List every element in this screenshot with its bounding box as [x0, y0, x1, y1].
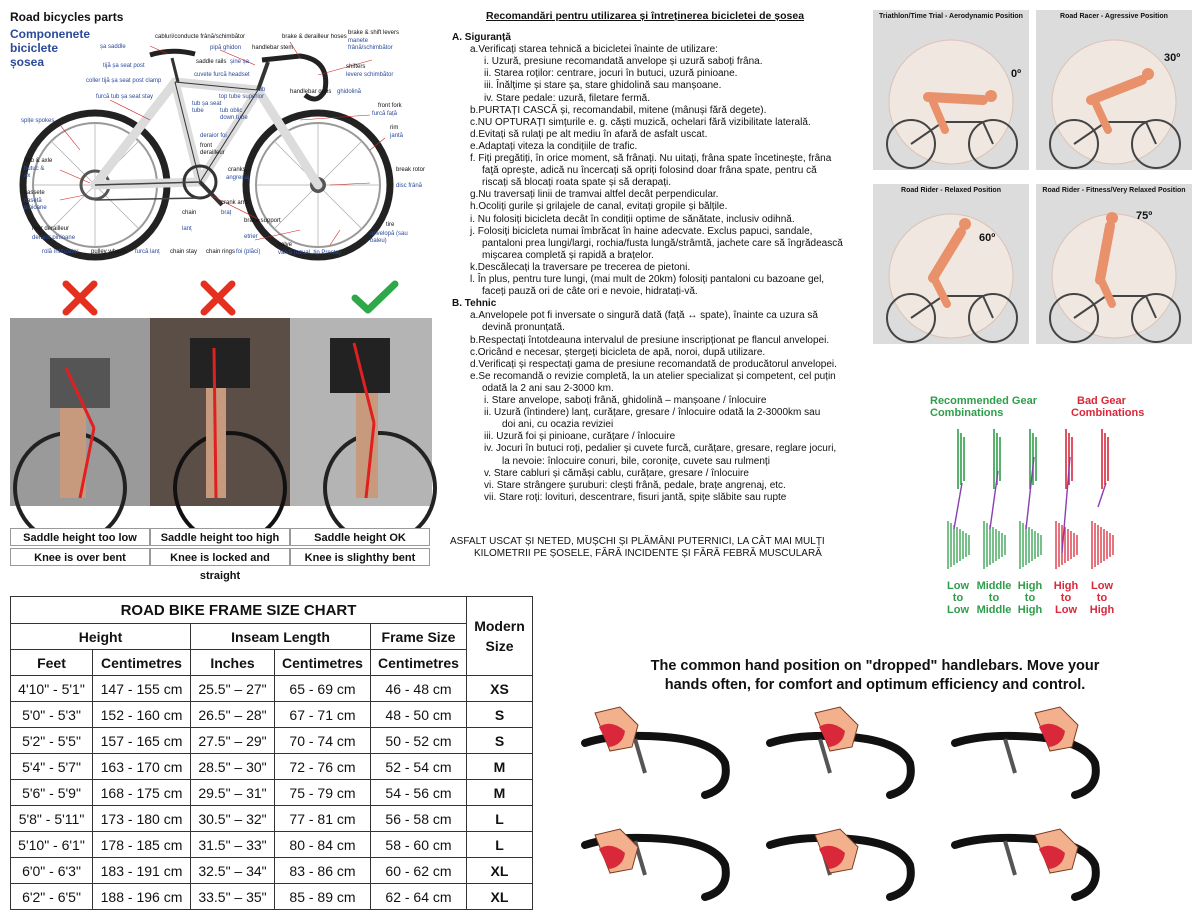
recommendation-line: faţă oprește, adică nu încercați să opriți folosind doar frâna spate, pentru că: [482, 165, 817, 177]
bike-label: deraior foi: [200, 133, 227, 139]
bike-label: braț: [221, 210, 232, 216]
recommendation-line: d.Evitați să rulați pe alt mediu în afară de asfalt uscat.: [470, 128, 708, 140]
position-angle: 75º: [1136, 210, 1153, 222]
recommendation-line: vi. Stare strângere șuruburi: clești frână, pedale, brațe angrenaj, etc.: [484, 479, 786, 491]
modern-size-cell: M: [467, 780, 533, 806]
modern-size-cell: XS: [467, 676, 533, 702]
recommendation-line: h.Ocoliți gurile și grilajele de canal, evitați gropile și bălțile.: [470, 201, 728, 213]
gear-combinations: [925, 393, 1145, 620]
bike-label: angrenaj: [226, 175, 250, 181]
bike-diagram-subtitle: Componenete biciclete șosea: [10, 27, 91, 69]
bike-label: valvă (uzual, tip Presta): [278, 250, 341, 256]
saddle-caption-knee: Knee is over bent: [10, 548, 150, 566]
recommendation-line: j. Folosiți bicicleta numai îmbrăcat în haine adecvate. Exclus papuci, sandale,: [470, 225, 813, 237]
gear-combo-label: Middle: [976, 604, 1012, 616]
header-height: Height: [11, 624, 191, 650]
position-title: Triathlon/Time Trial - Aerodynamic Position: [879, 13, 1023, 20]
table-cell: 5'10" - 6'1": [11, 832, 93, 858]
table-cell: 48 - 50 cm: [371, 702, 467, 728]
hand-positions: [560, 655, 1190, 915]
bike-label: handlebar stem: [252, 45, 294, 51]
recommendation-line: k.Descălecați la traversare pe trecerea de pietoni.: [470, 261, 691, 273]
bike-label: crank arm: [221, 200, 248, 206]
table-cell: 77 - 81 cm: [275, 806, 371, 832]
sub-header: Centimetres: [93, 650, 191, 676]
bike-label: șine șa: [230, 59, 250, 65]
bike-label: lanț: [182, 226, 192, 232]
position-title: Road Rider - Fitness/Very Relaxed Position: [1042, 187, 1186, 194]
sub-header: Centimetres: [371, 650, 467, 676]
recommendation-line: iv. Jocuri în butuci roți, pedalier și cuvete furcă, curățare, gresare, reglare jocuri,: [484, 443, 837, 455]
bike-label: pulley wheels: [91, 249, 128, 255]
bike-label: coller tijă șa seat post clamp: [86, 78, 162, 84]
position-angle: 0º: [1011, 68, 1022, 80]
recommendation-line: i. Stare anvelope, saboți frână, ghidolină – manșoane / înlocuire: [484, 395, 767, 406]
saddle-photo-too-high: [150, 318, 292, 506]
header-modern: Modern: [474, 618, 525, 634]
recommendation-line: pantaloni prea lungi/largi, rochia/fusta lungă/strâmtă, jachete care să îngrădească: [482, 237, 843, 249]
recommended-gear-heading: Combinations: [930, 407, 1004, 419]
gear-combo-label: to: [952, 592, 964, 604]
bike-label: furcă față: [372, 111, 398, 117]
table-cell: 183 - 191 cm: [93, 858, 191, 884]
table-cell: 5'8" - 5'11": [11, 806, 93, 832]
table-cell: 25.5" – 27": [191, 676, 275, 702]
recommendation-line: c.NU OPTURAȚI simțurile e. g. căști muzică, ochelari fără vizibilitate laterală.: [470, 116, 811, 128]
table-cell: 26.5" – 28": [191, 702, 275, 728]
bike-label: furcă lanț: [135, 249, 160, 255]
bike-label: cassete: [24, 190, 45, 196]
saddle-caption-height: Saddle height too low: [10, 528, 150, 546]
bike-label: levere schimbător: [346, 72, 394, 78]
bike-label: break rotor: [396, 167, 426, 173]
bike-label: disc frână: [396, 183, 423, 189]
bike-label: saddle rails: [196, 59, 227, 65]
recommendation-line: doi ani, cu ocazia reviziei: [502, 419, 614, 431]
bike-label: etrier: [244, 234, 258, 240]
recommendations-text: [452, 8, 867, 568]
table-row: [11, 754, 533, 780]
gear-combo-label: Low: [947, 580, 969, 592]
table-cell: 33.5" – 35": [191, 884, 275, 910]
gear-combo-label: Middle: [976, 580, 1012, 592]
table-cell: 72 - 76 cm: [275, 754, 371, 780]
recommendation-line: f. Fiți pregătiți, în orice moment, să frânați. Nu uitați, frâna spate încetinește, frâna: [470, 153, 832, 164]
modern-size-cell: S: [467, 702, 533, 728]
table-cell: 80 - 84 cm: [275, 832, 371, 858]
hand-position-illustration: [945, 805, 1120, 905]
bike-label: brake & derailleur hoses: [282, 34, 347, 40]
table-row: [11, 780, 533, 806]
recommended-gear-heading: Recommended Gear: [930, 395, 1037, 407]
saddle-photo-too-low: [10, 318, 152, 506]
table-row: [11, 728, 533, 754]
gear-combo-label: Low: [1055, 604, 1077, 616]
table-cell: 168 - 175 cm: [93, 780, 191, 806]
header-inseam: Inseam Length: [191, 624, 371, 650]
table-cell: 5'6" - 5'9": [11, 780, 93, 806]
table-cell: 29.5" – 31": [191, 780, 275, 806]
bike-label: șa saddle: [100, 44, 126, 50]
recommendation-line: b.PURTAȚI CASCĂ și, recomandabil, mitene (mânuși fără degete).: [470, 104, 767, 116]
recommendation-line: a.Verificați starea tehnică a bicicletei înainte de utilizare:: [470, 44, 718, 56]
table-cell: 147 - 155 cm: [93, 676, 191, 702]
modern-size-cell: S: [467, 728, 533, 754]
gear-combo-bad: [1092, 429, 1113, 569]
recommendation-line: c.Oricând e necesar, ștergeți bicicleta de apă, noroi, după utilizare.: [470, 346, 766, 358]
bike-label: cranks: [228, 167, 246, 173]
table-cell: 46 - 48 cm: [371, 676, 467, 702]
saddle-photo-ok: [290, 318, 432, 506]
saddle-caption-knee: Knee is locked and straight: [150, 548, 290, 566]
gear-combo-good: [1020, 429, 1041, 569]
gear-combo-label: Low: [947, 604, 969, 616]
table-row: [11, 676, 533, 702]
recommendation-line: i. Nu folosiți bicicleta decât în condiții optime de sănătate, inclusiv odihnă.: [470, 213, 795, 225]
table-cell: 6'2" - 6'5": [11, 884, 93, 910]
recommendation-line: iii. Înălțime și stare șa, stare ghidolină sau manșoane.: [484, 80, 722, 92]
table-cell: 178 - 185 cm: [93, 832, 191, 858]
table-cell: 173 - 180 cm: [93, 806, 191, 832]
riding-position-aero: [873, 10, 1029, 170]
cross-icon: [60, 280, 100, 316]
recommendation-line: ii. Uzură (întindere) lanț, curățare, gresare / înlocuire odată la 2-3000km sau: [484, 407, 821, 419]
position-title: Road Racer - Agressive Position: [1060, 13, 1168, 20]
riding-position-racer: [1036, 10, 1192, 170]
table-row: [11, 806, 533, 832]
saddle-caption-knee: Knee is slighthy bent: [290, 548, 430, 566]
recommendation-line: b.Respectați întotdeauna intervalul de presiune inscripționat pe flancul anvelopei.: [470, 334, 830, 346]
table-cell: 52 - 54 cm: [371, 754, 467, 780]
bike-label: tire: [386, 222, 395, 228]
table-cell: 56 - 58 cm: [371, 806, 467, 832]
bike-label: furcă tub șa seat stay: [96, 94, 154, 100]
riding-position-fitness: [1036, 184, 1192, 344]
table-cell: 58 - 60 cm: [371, 832, 467, 858]
table-cell: 60 - 62 cm: [371, 858, 467, 884]
position-title: Road Rider - Relaxed Position: [901, 187, 1001, 194]
table-row: [11, 702, 533, 728]
recommendations-title: Recomandări pentru utilizarea și întreținerea bicicletei de șosea: [486, 10, 805, 22]
recommendation-line: l. În plus, pentru ture lungi, (mai mult de 20km) folosiți pantaloni cu bazoane gel,: [470, 274, 825, 285]
gear-illustration: [925, 421, 1140, 576]
saddle-height-panel: [0, 278, 432, 582]
table-cell: 54 - 56 cm: [371, 780, 467, 806]
bike-label: handlebar grips: [290, 89, 332, 95]
bike-label: rear derailleur: [32, 226, 70, 232]
table-cell: 62 - 64 cm: [371, 884, 467, 910]
table-cell: 30.5" – 32": [191, 806, 275, 832]
table-cell: 31.5" – 33": [191, 832, 275, 858]
recommendation-line: odată la 2 ani sau 2-3000 km.: [482, 382, 614, 394]
bike-label: casetă pinioane: [24, 198, 47, 211]
recommendation-line: g.Nu traversați linii de tramvai altfel decât perpendicular.: [470, 189, 719, 201]
table-cell: 4'10" - 5'1": [11, 676, 93, 702]
bike-label: rim: [390, 125, 399, 131]
hand-position-illustration: [760, 805, 935, 905]
saddle-caption-height: Saddle height too high: [150, 528, 290, 546]
recommendation-line: la nevoie: înlocuire conuri, bile, coronițe, cuvete sau rulmenți: [502, 455, 770, 467]
table-cell: 83 - 86 cm: [275, 858, 371, 884]
bike-label: cabluri/conducte frână/schimbător: [155, 34, 246, 40]
hand-heading-line: hands often, for comfort and optimum efficiency and control.: [664, 677, 1086, 693]
table-cell: 65 - 69 cm: [275, 676, 371, 702]
bike-label: tub șa seat tube: [192, 101, 222, 114]
bike-label: chain stay: [170, 249, 198, 255]
gear-combo-label: High: [1017, 580, 1043, 592]
table-row: [11, 884, 533, 910]
sub-header: Inches: [191, 650, 275, 676]
bike-label: tub: [257, 87, 266, 93]
cross-icon: [198, 280, 238, 316]
bike-label: rolă întinzător: [42, 249, 79, 255]
recommendation-line: iii. Uzură foi și pinioane, curățare / înlocuire: [484, 431, 676, 443]
bike-label: anvelopă (sau baleu): [370, 231, 408, 244]
recommendation-line: iv. Stare pedale: uzură, filetare fermă.: [484, 92, 651, 104]
recommendation-line: a.Anvelopele pot fi inversate o singură dată (față ↔ spate), înainte ca uzura să: [470, 310, 818, 322]
bike-label: tub oblic down tube: [220, 108, 248, 121]
hand-position-illustration: [760, 703, 935, 803]
gear-combo-label: High: [1053, 580, 1079, 592]
section-heading: B. Tehnic: [452, 298, 497, 310]
hand-heading-line: The common hand position on "dropped" handlebars. Move your: [650, 658, 1100, 674]
bike-label: deraior pinioane: [32, 235, 76, 241]
table-cell: 32.5" – 34": [191, 858, 275, 884]
recommendation-line: ii. Starea roților: centrare, jocuri în butuci, uzură pinioane.: [484, 68, 738, 80]
hand-position-illustration: [945, 703, 1120, 803]
recommendation-line: riscați să blocați roata spate și să derapați.: [482, 177, 671, 189]
modern-size-cell: XL: [467, 884, 533, 910]
table-cell: 188 - 196 cm: [93, 884, 191, 910]
table-row: [11, 858, 533, 884]
hand-position-illustration: [575, 805, 750, 905]
bike-label: pipă ghidon: [210, 45, 242, 51]
position-angle: 60º: [979, 232, 996, 244]
bike-label: chain rings: [206, 249, 236, 255]
table-cell: 157 - 165 cm: [93, 728, 191, 754]
recommendation-line: e.Adaptați viteza la condițiile de trafic.: [470, 140, 638, 152]
recommendation-line: vii. Stare roți: lovituri, descentrare, fisuri jantă, spițe slăbite sau rupte: [484, 491, 787, 503]
bike-diagram-title: Road bicycles parts: [10, 10, 124, 24]
bike-label: ghidolină: [337, 89, 362, 95]
check-icon: [350, 280, 400, 316]
header-modern-size: [467, 597, 533, 676]
bike-label: front derailleur: [200, 143, 225, 156]
section-heading: A. Siguranță: [452, 32, 511, 43]
sub-header: Centimetres: [275, 650, 371, 676]
modern-size-cell: L: [467, 806, 533, 832]
table-cell: 6'0" - 6'3": [11, 858, 93, 884]
recommendation-line: i. Uzură, presiune recomandată anvelope și uzură saboți frâna.: [484, 56, 763, 68]
header-frame: Frame Size: [371, 624, 467, 650]
recommendation-line: v. Stare cabluri și cămăși cablu, curățare, gresare / înlocuire: [484, 467, 749, 479]
bike-label: foi (plăci): [236, 249, 261, 255]
hand-positions-heading: [560, 657, 1190, 695]
table-row: [11, 832, 533, 858]
recommendations-footer: KILOMETRII PE ȘOSELE, FĂRĂ INCIDENTE ȘI FĂRĂ FEBRĂ MUSCULARĂ: [474, 548, 822, 559]
gear-combo-label: High: [1089, 604, 1115, 616]
recommendation-line: devină pronunțată.: [482, 322, 565, 334]
gear-combo-label: to: [1024, 592, 1036, 604]
modern-size-cell: M: [467, 754, 533, 780]
gear-combo-label: Low: [1091, 580, 1113, 592]
frame-size-table: [10, 596, 533, 910]
bike-parts-diagram: [0, 0, 430, 270]
bike-label: jantă: [390, 133, 404, 139]
table-cell: 152 - 160 cm: [93, 702, 191, 728]
gear-combo-label: to: [988, 592, 1000, 604]
bike-label: shifters: [346, 64, 366, 70]
table-cell: 28.5" – 30": [191, 754, 275, 780]
table-cell: 50 - 52 cm: [371, 728, 467, 754]
table-cell: 67 - 71 cm: [275, 702, 371, 728]
bike-label: chain: [182, 210, 197, 216]
bike-label: butuc & ax: [24, 166, 45, 179]
table-cell: 5'2" - 5'5": [11, 728, 93, 754]
bike-label: top tube superior: [219, 94, 265, 100]
bad-gear-heading: Bad Gear: [1077, 395, 1126, 407]
bike-label: tijă șa seat post: [103, 63, 145, 69]
gear-combo-label: to: [1060, 592, 1072, 604]
bike-label: valve: [278, 242, 293, 248]
recommendation-line: e.Se recomandă o revizie completă, la un atelier specializat și competent, cel puțin: [470, 370, 836, 382]
modern-size-cell: XL: [467, 858, 533, 884]
frame-size-chart: [10, 596, 535, 908]
table-cell: 85 - 89 cm: [275, 884, 371, 910]
position-angle: 30º: [1164, 52, 1181, 64]
bike-label: spițe spokes: [21, 118, 55, 124]
recommendations-footer: ASFALT USCAT ȘI NETED, MUȘCHI ȘI PLĂMÂNI PUTERNICI, LA CÂT MAI MULȚI: [450, 536, 825, 547]
gear-combo-good: [984, 429, 1005, 569]
table-cell: 70 - 74 cm: [275, 728, 371, 754]
table-cell: 163 - 170 cm: [93, 754, 191, 780]
gear-combo-bad: [1056, 429, 1077, 569]
header-size: Size: [485, 638, 514, 654]
bike-label: manete frână/schimbător: [348, 38, 393, 51]
chart-title: ROAD BIKE FRAME SIZE CHART: [11, 597, 467, 624]
recommendation-line: faceți pauză ori de câte ori e nevoie, hidratați-vă.: [482, 286, 698, 298]
bike-label: cuvete furcă headset: [194, 72, 250, 78]
modern-size-cell: L: [467, 832, 533, 858]
sub-header: Feet: [11, 650, 93, 676]
bad-gear-heading: Combinations: [1071, 407, 1145, 419]
table-cell: 27.5" – 29": [191, 728, 275, 754]
saddle-caption-height: Saddle height OK: [290, 528, 430, 546]
table-cell: 5'0" - 5'3": [11, 702, 93, 728]
gear-combo-label: to: [1096, 592, 1108, 604]
gear-combo-label: High: [1017, 604, 1043, 616]
table-cell: 75 - 79 cm: [275, 780, 371, 806]
bike-label: hub & axle: [24, 158, 53, 164]
table-cell: 5'4" - 5'7": [11, 754, 93, 780]
bike-label: brake support: [244, 218, 281, 224]
riding-position-relaxed: [873, 184, 1029, 344]
recommendation-line: d.Verificați și respectați gama de presiune recomandată de producătorul anvelopei.: [470, 358, 837, 370]
gear-combo-good: [948, 429, 969, 569]
sub-header-row: [11, 650, 533, 676]
hand-position-illustration: [575, 703, 750, 803]
recommendation-line: mișcarea completă și rapidă a brațelor.: [482, 249, 654, 261]
bike-label: brake & shift levers: [348, 30, 400, 36]
bike-label: front fork: [378, 103, 402, 109]
